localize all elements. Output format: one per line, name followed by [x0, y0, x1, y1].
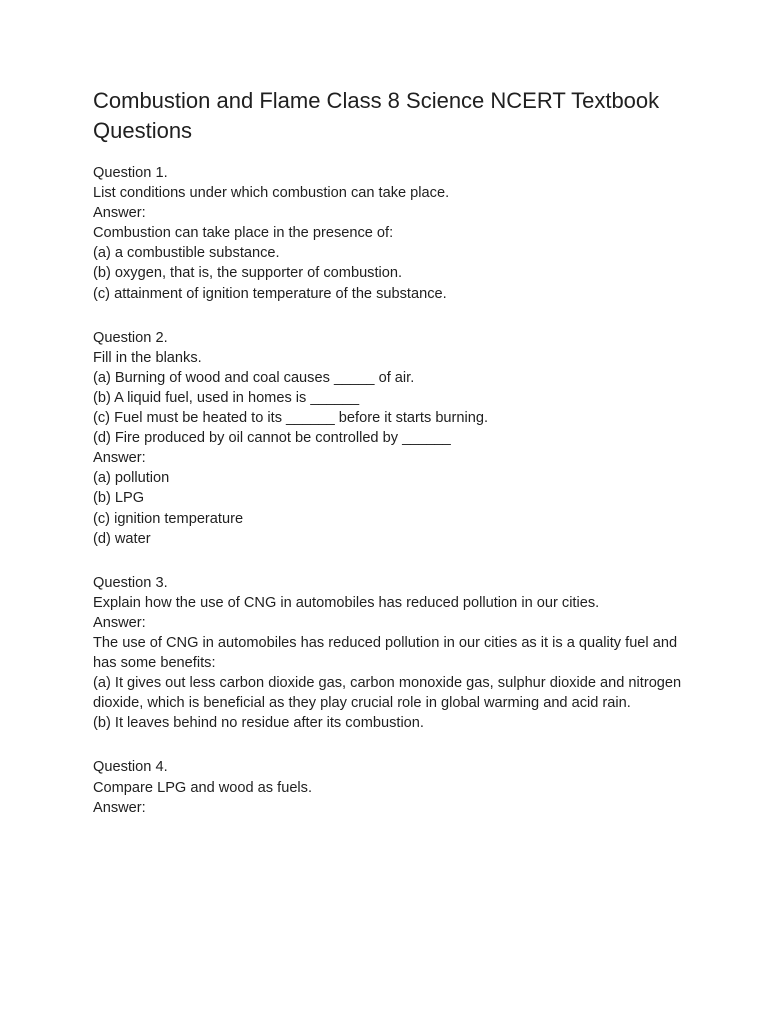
answer-line: Combustion can take place in the presence of:	[93, 225, 394, 242]
question-text: Compare LPG and wood as fuels.	[93, 779, 313, 796]
question-line: (b) A liquid fuel, used in homes is ______	[93, 389, 360, 406]
document-page	[93, 86, 686, 842]
answer-line: (a) It gives out less carbon dioxide gas, carbon monoxide gas, sulphur dioxide and nitrogen dioxide, which is beneficial as they play crucial role in global warming and acid rain.	[93, 675, 686, 712]
answer-line: (d) water	[93, 530, 151, 547]
answer-label: Answer:	[93, 450, 146, 467]
answer-line: (b) LPG	[93, 490, 145, 507]
question-block-2	[93, 328, 683, 549]
question-block-4	[93, 757, 683, 817]
question-label: Question 1.	[93, 165, 168, 181]
page-title: Combustion and Flame Class 8 Science NCERT Textbook Questions	[93, 88, 660, 143]
answer-label: Answer:	[93, 205, 146, 222]
question-line: (d) Fire produced by oil cannot be controlled by ______	[93, 430, 451, 447]
question-label: Question 4.	[93, 759, 168, 776]
answer-line: (b) It leaves behind no residue after its combustion.	[93, 715, 424, 732]
question-line: (c) Fuel must be heated to its ______ before it starts burning.	[93, 410, 489, 427]
answer-label: Answer:	[93, 614, 146, 631]
answer-label: Answer:	[93, 799, 146, 816]
question-text: Explain how the use of CNG in automobiles has reduced pollution in our cities.	[93, 594, 600, 611]
question-line: (a) Burning of wood and coal causes _____ of air.	[93, 369, 415, 386]
question-text: Fill in the blanks.	[93, 349, 202, 366]
answer-line: (c) attainment of ignition temperature of the substance.	[93, 285, 447, 302]
question-label: Question 3.	[93, 574, 168, 591]
answer-line: (c) ignition temperature	[93, 510, 244, 527]
question-block-1	[93, 163, 683, 304]
answer-line: The use of CNG in automobiles has reduced pollution in our cities as it is a quality fuel and has some benefits:	[93, 634, 682, 672]
question-text: List conditions under which combustion can take place.	[93, 185, 450, 202]
answer-line: (a) a combustible substance.	[93, 245, 280, 262]
question-label: Question 2.	[93, 329, 168, 346]
question-block-3	[93, 573, 686, 734]
answer-line: (b) oxygen, that is, the supporter of combustion.	[93, 265, 403, 282]
answer-line: (a) pollution	[93, 470, 170, 487]
